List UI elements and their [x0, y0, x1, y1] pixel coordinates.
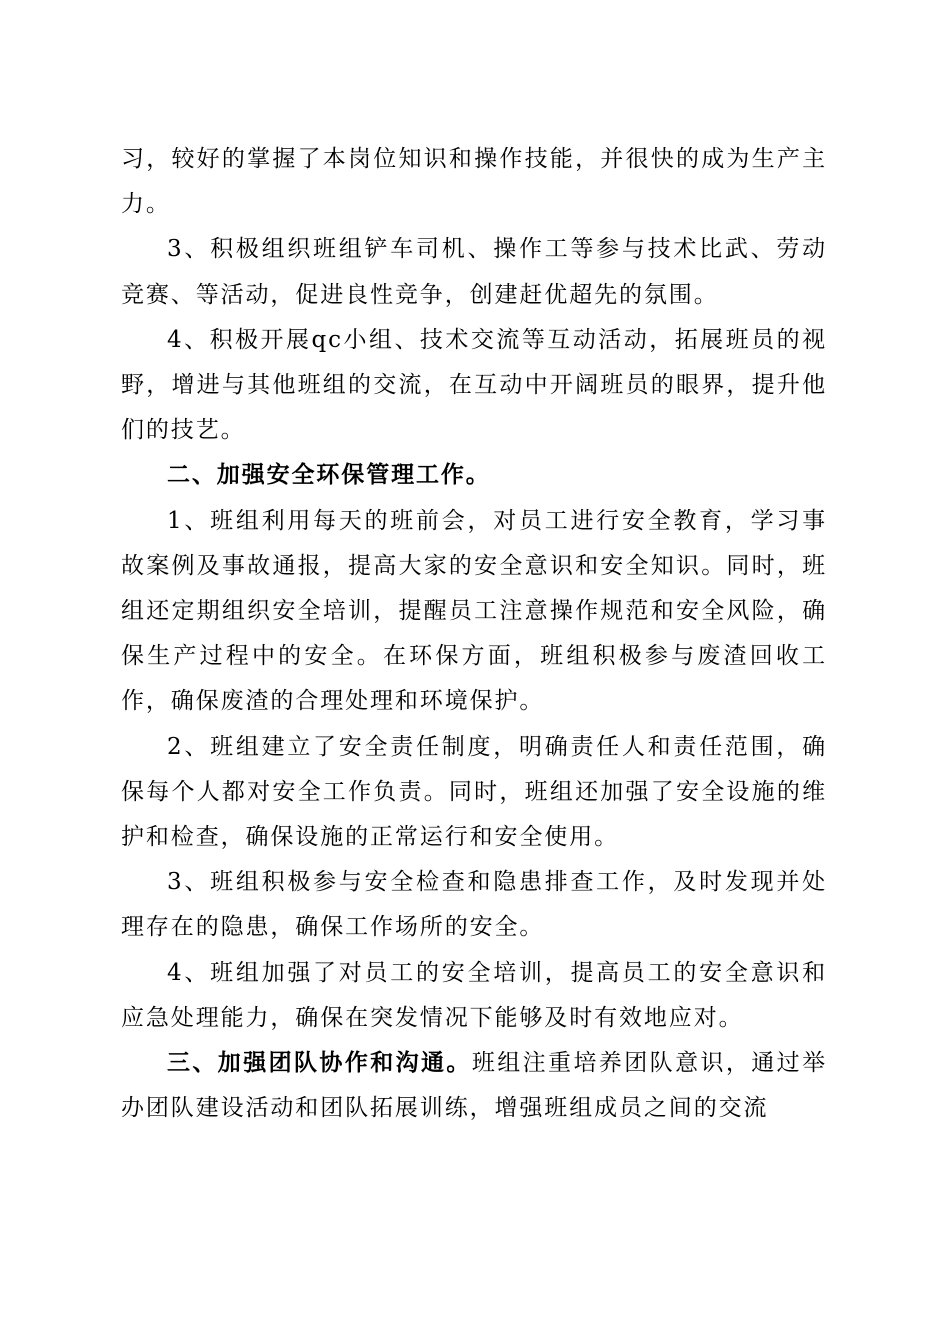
section-heading-teamwork: 三、加强团队协作和沟通。	[167, 1050, 472, 1077]
paragraph-teamwork	[121, 1041, 827, 1131]
paragraph-item-3-competitions: 3、积极组织班组铲车司机、操作工等参与技术比武、劳动竞赛、等活动，促进良性竞争，创建赶优超先的氛围。	[121, 236, 827, 308]
paragraph-continuation: 习，较好的掌握了本岗位知识和操作技能，并很快的成为生产主力。	[121, 146, 827, 218]
section-heading-safety: 二、加强安全环保管理工作。	[167, 462, 491, 489]
paragraph-safety-3-inspection: 3、班组积极参与安全检查和隐患排查工作，及时发现并处理存在的隐患，确保工作场所的安全。	[121, 869, 827, 941]
paragraph-item-4-qc-groups: 4、积极开展qc小组、技术交流等互动活动，拓展班员的视野，增进与其他班组的交流，在互动中开阔班员的眼界，提升他们的技艺。	[121, 326, 827, 444]
paragraph-safety-1-education: 1、班组利用每天的班前会，对员工进行安全教育，学习事故案例及事故通报，提高大家的安全意识和安全知识。同时，班组还定期组织安全培训，提醒员工注意操作规范和安全风险，确保生产过程中的安全。在环保方面，班组积极参与废渣回收工作，确保废渣的合理处理和环境保护。	[121, 507, 827, 715]
paragraph-safety-2-responsibility: 2、班组建立了安全责任制度，明确责任人和责任范围，确保每个人都对安全工作负责。同时，班组还加强了安全设施的维护和检查，确保设施的正常运行和安全使用。	[121, 733, 827, 851]
paragraph-safety-4-training: 4、班组加强了对员工的安全培训，提高员工的安全意识和应急处理能力，确保在突发情况下能够及时有效地应对。	[121, 959, 827, 1031]
paragraph-teamwork-text: 班组注重培养团队意识，通过举办团队建设活动和团队拓展训练，增强班组成员之间的交流	[121, 1050, 827, 1122]
document-body	[121, 137, 827, 1131]
